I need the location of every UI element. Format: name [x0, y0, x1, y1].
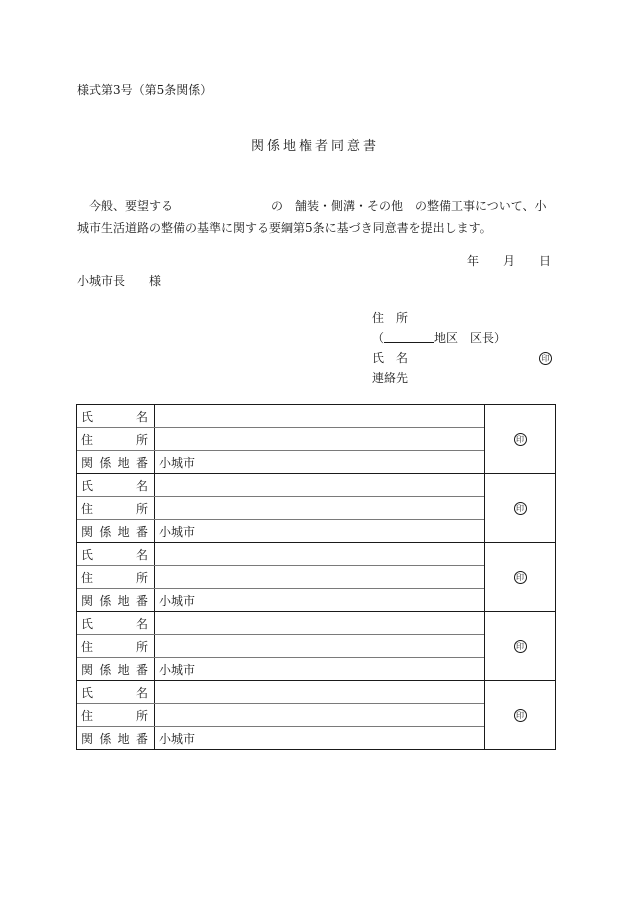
date-year: 年 — [467, 254, 480, 268]
land-label-char: 地 — [117, 455, 130, 470]
seal-cell — [485, 474, 555, 542]
applicant-address-row — [372, 312, 506, 332]
name-label — [77, 474, 155, 496]
land-label-char: 係 — [99, 455, 112, 470]
applicant-name-label: 氏 名 — [372, 351, 409, 365]
land-label — [77, 658, 155, 680]
landowner-group — [77, 612, 555, 681]
address-label-char: 所 — [135, 708, 148, 723]
seal-icon: 印 — [539, 352, 552, 365]
address-label — [77, 497, 155, 519]
applicant-name-row — [372, 351, 550, 372]
address-label-char: 所 — [135, 501, 148, 516]
land-number-value[interactable]: 小城市 — [159, 593, 196, 608]
land-number-value[interactable]: 小城市 — [159, 731, 196, 746]
name-label-char: 名 — [135, 409, 148, 424]
land-label-char: 係 — [99, 593, 112, 608]
address-value[interactable] — [155, 635, 484, 657]
land-label — [77, 451, 155, 473]
land-label-char: 番 — [135, 593, 148, 608]
land-number-row — [77, 589, 484, 611]
address-label-char: 住 — [81, 501, 94, 516]
land-number-value[interactable]: 小城市 — [159, 524, 196, 539]
land-label-char: 地 — [117, 731, 130, 746]
landowner-fields — [77, 474, 485, 542]
name-row — [77, 405, 484, 428]
address-row — [77, 497, 484, 520]
address-row — [77, 704, 484, 727]
land-number-row — [77, 451, 484, 473]
land-label — [77, 520, 155, 542]
land-label-char: 係 — [99, 524, 112, 539]
address-label-char: 住 — [81, 639, 94, 654]
name-label-char: 氏 — [81, 409, 94, 424]
land-label-char: 番 — [135, 455, 148, 470]
name-value[interactable] — [155, 681, 484, 703]
address-row — [77, 566, 484, 589]
date-line — [467, 255, 551, 267]
landowner-group — [77, 405, 555, 474]
land-number-value[interactable]: 小城市 — [159, 455, 196, 470]
address-label-char: 住 — [81, 708, 94, 723]
seal-icon: 印 — [514, 571, 527, 584]
name-label-char: 名 — [135, 616, 148, 631]
land-label-char: 関 — [81, 524, 94, 539]
land-number-value[interactable]: 小城市 — [159, 662, 196, 677]
address-label — [77, 566, 155, 588]
address-value[interactable] — [155, 566, 484, 588]
land-label-char: 関 — [81, 731, 94, 746]
name-label — [77, 405, 155, 427]
address-label-char: 住 — [81, 570, 94, 585]
body-line-1 — [89, 200, 547, 212]
document-title: 関係地権者同意書 — [250, 139, 379, 154]
applicant-address-label: 住 所 — [372, 311, 409, 325]
seal-cell — [485, 612, 555, 680]
applicant-contact-row — [372, 372, 506, 392]
landowner-group — [77, 543, 555, 612]
land-label — [77, 727, 155, 749]
address-value[interactable] — [155, 497, 484, 519]
seal-cell — [485, 681, 555, 749]
address-label-char: 所 — [135, 432, 148, 447]
address-label — [77, 428, 155, 450]
seal-icon: 印 — [514, 640, 527, 653]
seal-cell — [485, 405, 555, 473]
land-label-char: 関 — [81, 593, 94, 608]
name-row — [77, 543, 484, 566]
land-label — [77, 589, 155, 611]
land-label-char: 関 — [81, 455, 94, 470]
address-label-char: 所 — [135, 570, 148, 585]
name-label-char: 名 — [135, 685, 148, 700]
land-number-row — [77, 727, 484, 749]
seal-icon: 印 — [514, 502, 527, 515]
landowner-fields — [77, 405, 485, 473]
name-value[interactable] — [155, 612, 484, 634]
address-label — [77, 704, 155, 726]
address-row — [77, 428, 484, 451]
date-month: 月 — [503, 254, 516, 268]
land-number-row — [77, 658, 484, 680]
seal-cell — [485, 543, 555, 611]
land-label-char: 係 — [99, 731, 112, 746]
address-value[interactable] — [155, 428, 484, 450]
name-row — [77, 681, 484, 704]
land-number-row — [77, 520, 484, 542]
name-label-char: 氏 — [81, 478, 94, 493]
name-label — [77, 543, 155, 565]
name-label-char: 氏 — [81, 547, 94, 562]
district-open-paren: （ — [372, 331, 385, 345]
land-label-char: 地 — [117, 593, 130, 608]
form-number: 様式第3号（第5条関係） — [77, 83, 213, 97]
land-label-char: 地 — [117, 662, 130, 677]
district-suffix: 地区 区長） — [434, 331, 507, 345]
landowner-table — [76, 404, 556, 750]
address-row — [77, 635, 484, 658]
name-value[interactable] — [155, 543, 484, 565]
district-blank — [384, 332, 434, 343]
applicant-contact-label: 連絡先 — [372, 371, 409, 385]
landowner-group — [77, 474, 555, 543]
name-label-char: 氏 — [81, 685, 94, 700]
landowner-fields — [77, 612, 485, 680]
name-label — [77, 612, 155, 634]
land-label-char: 地 — [117, 524, 130, 539]
body-line-2: 城市生活道路の整備の基準に関する要綱第5条に基づき同意書を提出します。 — [77, 221, 492, 235]
name-value[interactable] — [155, 405, 484, 427]
landowner-fields — [77, 681, 485, 749]
seal-icon: 印 — [514, 709, 527, 722]
name-label-char: 名 — [135, 547, 148, 562]
land-label-char: 番 — [135, 662, 148, 677]
address-label-char: 住 — [81, 432, 94, 447]
land-label-char: 係 — [99, 662, 112, 677]
land-label-char: 番 — [135, 731, 148, 746]
address-value[interactable] — [155, 704, 484, 726]
name-label-char: 名 — [135, 478, 148, 493]
address-label — [77, 635, 155, 657]
applicant-district-row — [372, 332, 506, 352]
landowner-fields — [77, 543, 485, 611]
address-label-char: 所 — [135, 639, 148, 654]
name-value[interactable] — [155, 474, 484, 496]
name-row — [77, 474, 484, 497]
recipient: 小城市長 様 — [77, 274, 162, 288]
land-label-char: 番 — [135, 524, 148, 539]
name-label — [77, 681, 155, 703]
body-line-1-start: 今般、要望する — [89, 199, 174, 213]
date-day: 日 — [539, 254, 552, 268]
applicant-block — [372, 311, 550, 392]
body-line-1-end: の 舗装・側溝・その他 の整備工事について、小 — [271, 199, 547, 213]
name-label-char: 氏 — [81, 616, 94, 631]
landowner-group — [77, 681, 555, 749]
name-row — [77, 612, 484, 635]
seal-icon: 印 — [514, 433, 527, 446]
land-label-char: 関 — [81, 662, 94, 677]
